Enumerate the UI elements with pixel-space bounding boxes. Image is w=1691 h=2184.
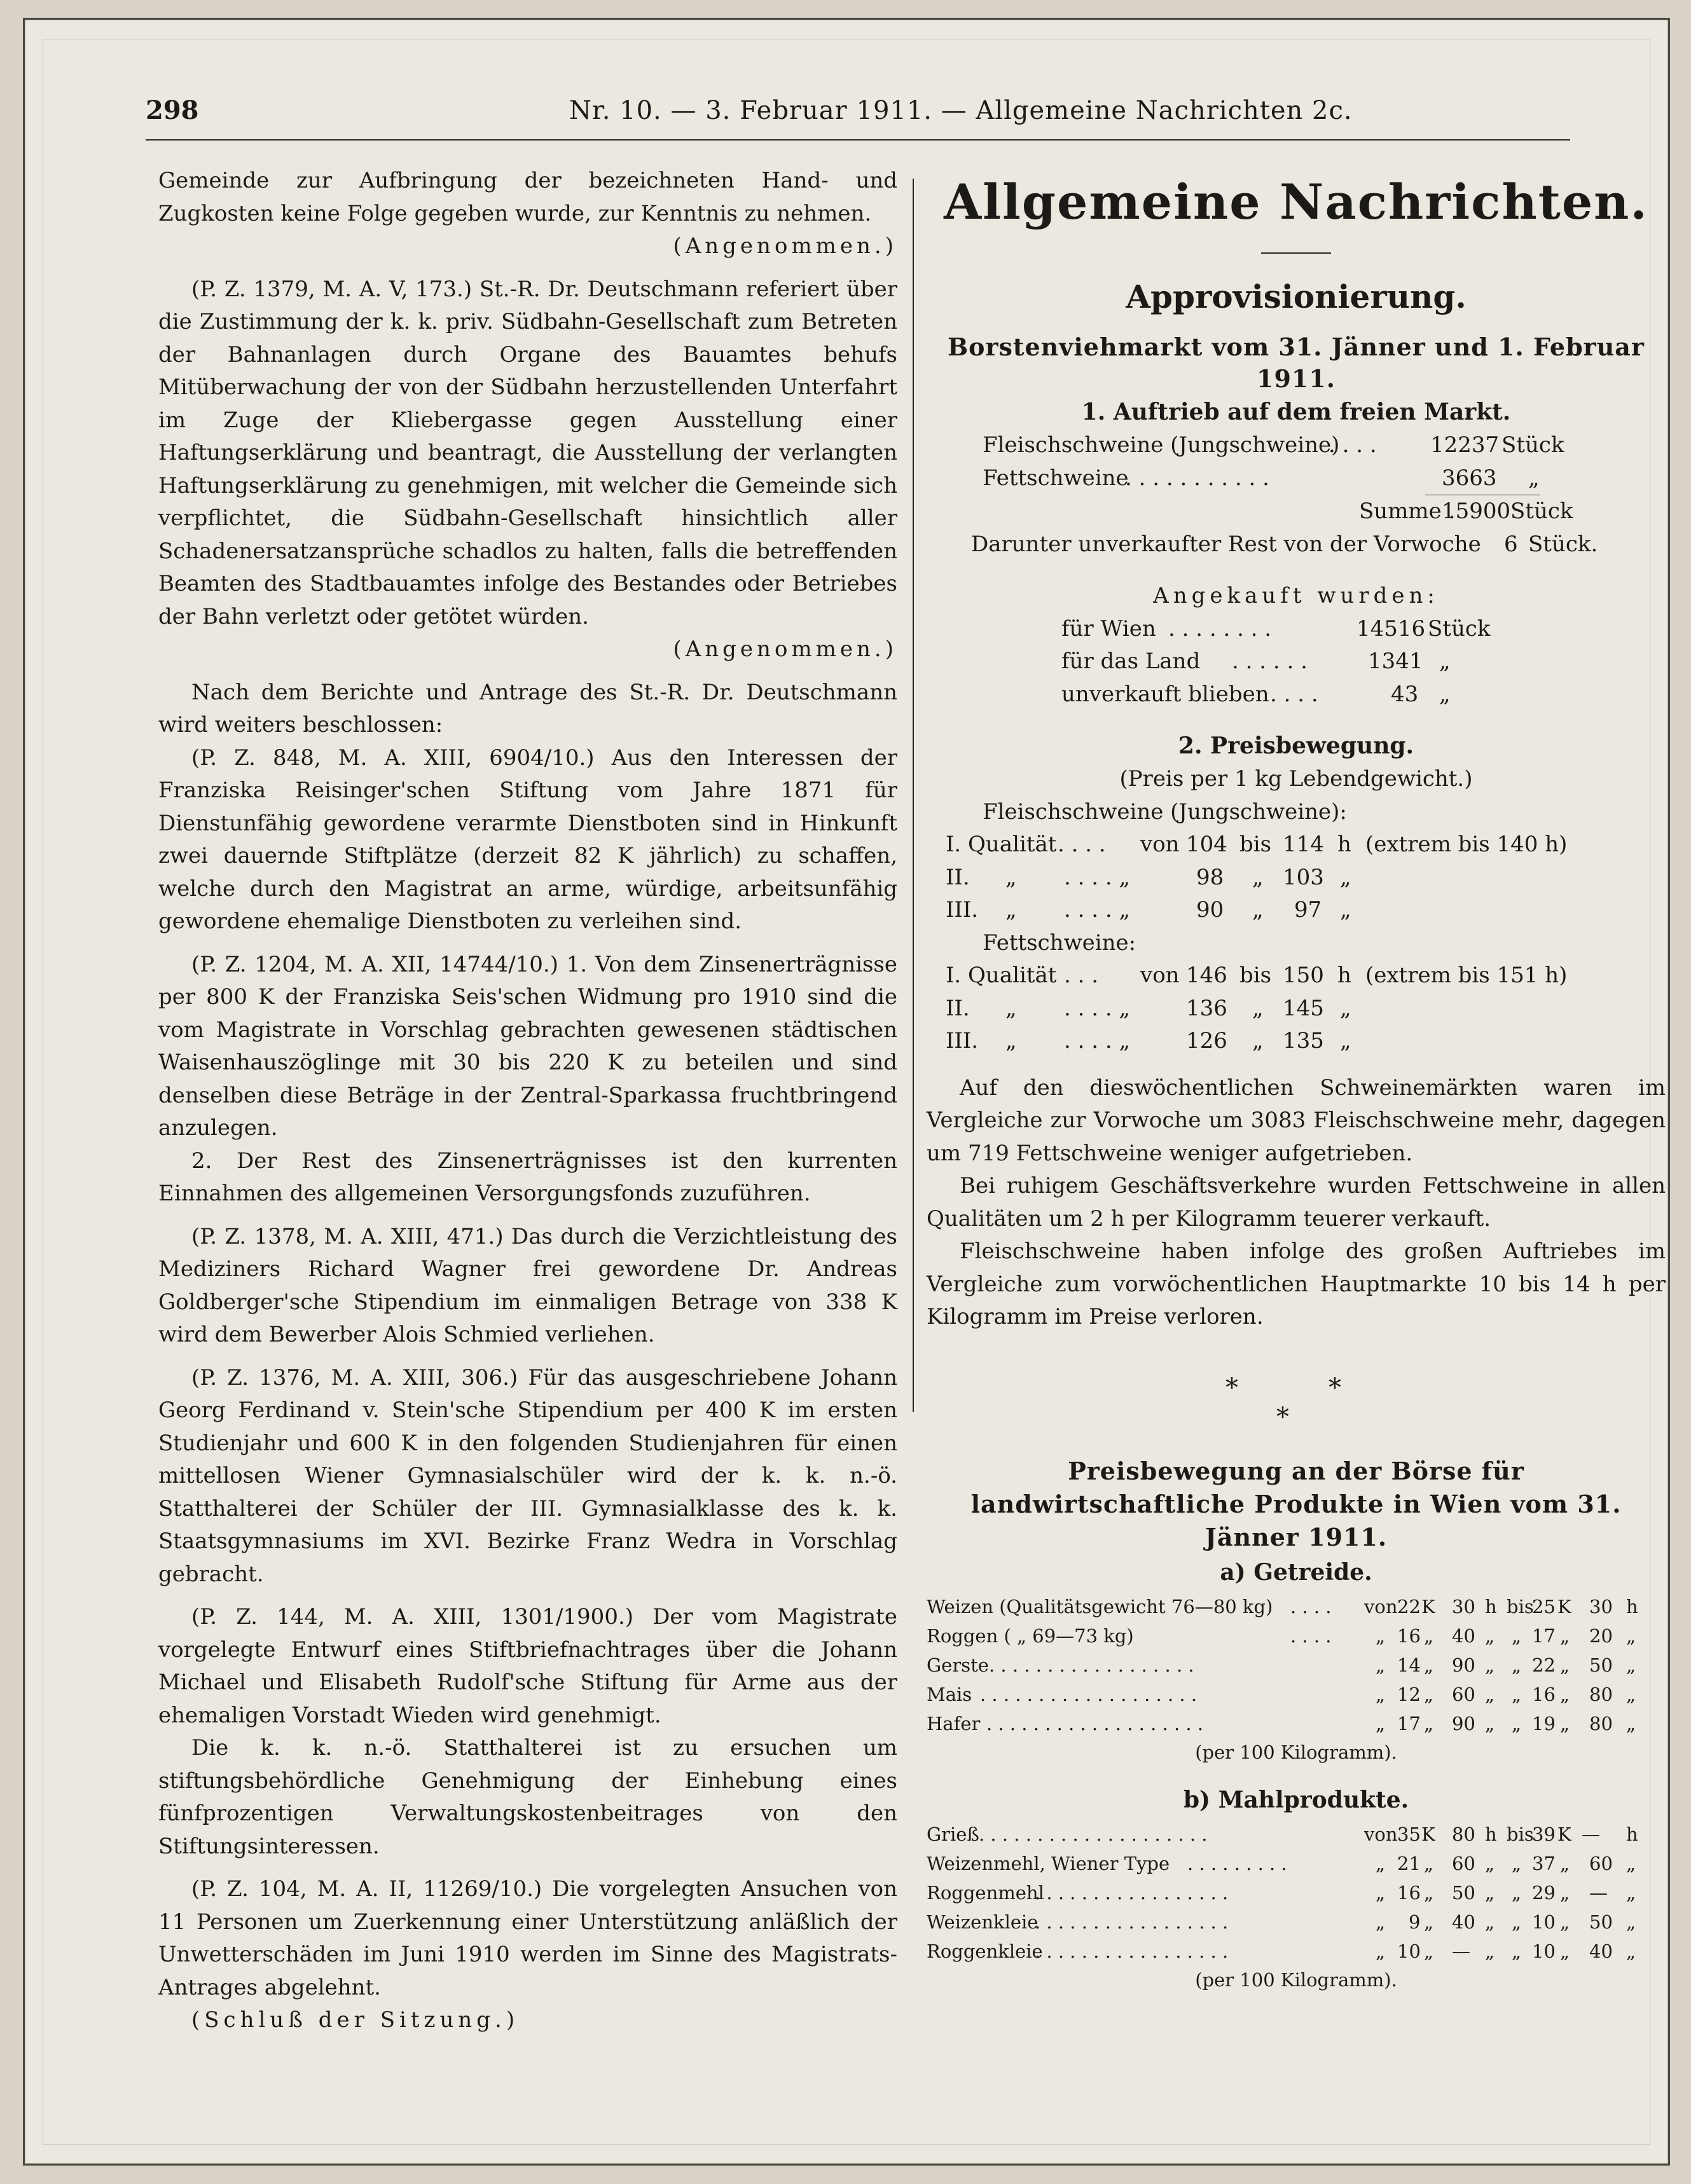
star: *: [1276, 1402, 1289, 1432]
k-unit: „: [1560, 1683, 1570, 1705]
row-value: 3663: [1442, 465, 1497, 491]
k-to: 39: [1532, 1823, 1556, 1845]
mahl-row: [927, 1848, 1666, 1877]
price-from: 126: [1186, 1028, 1227, 1054]
product-name: Roggen ( „ 69—73 kg): [927, 1624, 1134, 1647]
row-unit: „: [1439, 681, 1451, 707]
row-value: 1341: [1368, 649, 1423, 674]
mahl-row: [927, 1877, 1666, 1906]
h-from: 80: [1452, 1823, 1475, 1845]
h-unit: „: [1626, 1654, 1636, 1676]
mahl-row: [927, 1935, 1666, 1965]
getreide-caption: (per 100 Kilogramm).: [1195, 1741, 1397, 1763]
bis: „: [1252, 897, 1264, 923]
k-unit: „: [1424, 1940, 1434, 1962]
k-to: 10: [1532, 1911, 1556, 1933]
market-title: Borstenviehmarkt vom 31. Jänner und 1. Februar 1911.: [948, 333, 1645, 393]
rest-value: 6: [1504, 531, 1518, 557]
k-unit: „: [1560, 1940, 1570, 1962]
ditto: „: [1005, 995, 1017, 1021]
paragraph-stein-stipendium: (P. Z. 1376, M. A. XIII, 306.) Für das ausgeschriebene Johann Georg Ferdinand v. Stein'sche Stipendium per 400 K im ersten Studienjahr und 600 K in den folgenden Studienjahren für einen mittellosen Wiener Gymnasialschüler wird der k. k. n.-ö. Statthalterei der Schüler der III. Gymnasialklasse des k. k. Staatsgymnasiums im XVI. Bezirke Franz Wedra in Vorschlag gebracht.: [158, 1364, 897, 1587]
row-label: für das Land: [1061, 649, 1201, 674]
bis: „: [1512, 1654, 1522, 1676]
dots: . . . .: [1058, 832, 1106, 857]
paragraph-reisinger-stiftung: (P. Z. 848, M. A. XIII, 6904/10.) Aus den Interessen der Franziska Reisinger'schen Stiftung vom Jahre 1871 für Dienstunfähig gewordene verarmte Dienstboten sind in Hinkunft zwei dauernde Stiftplätze (derzeit 82 K jährlich) zu schaffen, welche durch den Magistrat an arme, würdige, arbeitsunfähig gewordene ehemalige Dienstboten zu verleihen sind.: [158, 745, 897, 934]
k-unit: „: [1424, 1654, 1434, 1676]
column-divider: [913, 179, 914, 1412]
von: „: [1376, 1852, 1386, 1874]
h-to: 80: [1589, 1712, 1613, 1734]
paragraph-goldberger-stipendium: (P. Z. 1378, M. A. XIII, 471.) Das durch die Verzichtleistung des Mediziners Richard Wagner frei gewordene Dr. Andreas Goldberger'sche Stipendium im einmaligen Betrage von 338 K wird dem Bewerber Alois Schmied verliehen.: [158, 1223, 897, 1347]
row-unit: „: [1439, 649, 1451, 674]
k-from: 35: [1397, 1823, 1421, 1845]
price-to: 114: [1283, 832, 1324, 857]
k-to: 29: [1532, 1881, 1556, 1904]
title-rule: [1261, 252, 1331, 254]
k-to: 25: [1532, 1595, 1556, 1617]
k-from: 10: [1397, 1940, 1421, 1962]
fleisch-label-row: [927, 796, 1666, 829]
k-from: 17: [1397, 1712, 1421, 1734]
dots: . . . . . . . . . . . . . . . . . .: [989, 1654, 1194, 1676]
dots: . . . . „: [1064, 897, 1131, 923]
price-row: [927, 894, 1666, 927]
h-to: —: [1582, 1823, 1600, 1845]
h-from: —: [1452, 1940, 1470, 1962]
bis: „: [1512, 1940, 1522, 1962]
k-unit: „: [1560, 1852, 1570, 1874]
product-name: Hafer: [927, 1712, 981, 1734]
bis: „: [1512, 1712, 1522, 1734]
row-dots: . . . .: [1270, 681, 1318, 707]
unit: „: [1340, 897, 1351, 923]
rest-unit: Stück.: [1528, 531, 1598, 557]
running-title: Nr. 10. — 3. Februar 1911. — Allgemeine Nachrichten 2c.: [569, 96, 1353, 125]
bis: „: [1512, 1881, 1522, 1904]
price-from: 136: [1186, 995, 1227, 1021]
h-to: 50: [1589, 1911, 1613, 1933]
row-label: für Wien: [1061, 615, 1156, 642]
dots: . . . . . . . . . . . . . . . . . . . .: [979, 1823, 1208, 1845]
mahl-row: [927, 1906, 1666, 1935]
h-from: 90: [1452, 1712, 1475, 1734]
dots: . . . . . . . . . . . . . . . . . . .: [986, 1712, 1204, 1734]
h-to: 80: [1589, 1683, 1613, 1705]
h-unit: h: [1626, 1595, 1638, 1617]
angekauft-row: [927, 678, 1666, 711]
getreide-row: [927, 1708, 1666, 1737]
quality: I. Qualität: [946, 963, 1057, 988]
price-from: 90: [1196, 897, 1224, 923]
bis: „: [1512, 1683, 1522, 1705]
extreme: (extrem bis 151 h): [1365, 963, 1568, 988]
mahl-row: [927, 1818, 1666, 1848]
h-unit: „: [1626, 1624, 1636, 1647]
star: *: [1329, 1373, 1341, 1403]
product-name: Weizenmehl, Wiener Type: [927, 1852, 1170, 1874]
accepted-note: (Angenommen.): [673, 636, 897, 662]
k-unit: „: [1560, 1712, 1570, 1734]
h-unit: „: [1485, 1624, 1495, 1647]
row-unit: Stück: [1501, 432, 1564, 458]
product-name: Mais: [927, 1683, 972, 1705]
bis: bis: [1507, 1823, 1534, 1845]
price-row: [927, 828, 1666, 862]
dots: . . . . . . . . . . . . . . . . .: [1035, 1940, 1229, 1962]
price-row: [927, 959, 1666, 992]
k-to: 16: [1532, 1683, 1556, 1705]
getreide-row: [927, 1649, 1666, 1679]
h-unit: „: [1485, 1712, 1495, 1734]
row-label: Fettschweine: [983, 465, 1129, 491]
market-paragraph: Auf den dieswöchentlichen Schweinemärkten waren im Vergleiche zur Vorwoche um 3083 Fleischschweine mehr, dagegen um 719 Fettschweine weniger aufgetrieben.: [927, 1075, 1666, 1166]
fett-label-row: [927, 927, 1666, 960]
getreide-row: [927, 1679, 1666, 1708]
product-name: Grieß: [927, 1823, 979, 1845]
k-unit: „: [1560, 1881, 1570, 1904]
dots: . . . . . . . . . . . . . . . . .: [1035, 1911, 1229, 1933]
fleisch-label: Fleischschweine (Jungschweine):: [983, 799, 1347, 825]
h-unit: h: [1485, 1823, 1497, 1845]
h-unit: „: [1626, 1881, 1636, 1904]
von: „: [1376, 1881, 1386, 1904]
paragraph-rudolf-stiftung: (P. Z. 144, M. A. XIII, 1301/1900.) Der vom Magistrate vorgelegte Entwurf eines Stiftbriefnachtrages über die Johann Michael und Elisabeth Rudolf'sche Stiftung für Arme aus der ehemaligen Vorstadt Wieden wird genehmigt.: [158, 1604, 897, 1728]
accepted-note: (Angenommen.): [673, 233, 897, 259]
unit: h: [1337, 963, 1351, 988]
market-paragraph: Bei ruhigem Geschäftsverkehre wurden Fettschweine in allen Qualitäten um 2 h per Kilogramm teuerer verkauft.: [927, 1173, 1666, 1232]
unit: „: [1340, 1028, 1351, 1054]
k-unit: „: [1424, 1852, 1434, 1874]
k-to: 22: [1532, 1654, 1556, 1676]
von: „: [1376, 1683, 1386, 1705]
h-from: 30: [1452, 1595, 1475, 1617]
dots: . . . . „: [1064, 1028, 1131, 1054]
exchange-title: Preisbewegung an der Börse für landwirtschaftliche Produkte in Wien vom 31. Jänner 1911.: [970, 1456, 1622, 1551]
price-to: 145: [1283, 995, 1324, 1021]
dots: . . . . . . . . . . . . . . . . . . .: [980, 1683, 1198, 1705]
quality: III.: [946, 1028, 979, 1054]
bis: bis: [1239, 832, 1272, 857]
price-to: 97: [1294, 897, 1322, 923]
k-unit: K: [1557, 1823, 1571, 1845]
rest-text: Darunter unverkaufter Rest von der Vorwoche: [971, 531, 1481, 557]
von: von: [1140, 832, 1180, 857]
fett-label: Fettschweine:: [983, 930, 1136, 956]
row-dots: . . . . . . . . . . .: [1125, 465, 1269, 491]
k-unit: „: [1560, 1654, 1570, 1676]
bis: „: [1512, 1911, 1522, 1933]
von: „: [1376, 1940, 1386, 1962]
dots: . . . .: [1290, 1624, 1332, 1647]
h-from: 60: [1452, 1852, 1475, 1874]
k-unit: K: [1421, 1595, 1435, 1617]
h-from: 90: [1452, 1654, 1475, 1676]
k-from: 14: [1397, 1654, 1421, 1676]
h-unit: „: [1626, 1712, 1636, 1734]
h-unit: „: [1626, 1683, 1636, 1705]
k-from: 9: [1409, 1911, 1421, 1933]
mahl-caption: (per 100 Kilogramm).: [1195, 1968, 1397, 1991]
h-unit: „: [1485, 1940, 1495, 1962]
product-name: Weizen (Qualitätsgewicht 76—80 kg): [927, 1595, 1273, 1617]
unit: h: [1337, 832, 1351, 857]
k-to: 37: [1532, 1852, 1556, 1874]
ditto: „: [1005, 1028, 1017, 1054]
subsection-title: Approvisionierung.: [1126, 278, 1467, 315]
row-dots: . . . . . .: [1232, 649, 1308, 674]
price-from: 98: [1196, 864, 1224, 890]
h-unit: h: [1626, 1823, 1638, 1845]
market-paragraph: Fleischschweine haben infolge des großen Auftriebes im Vergleiche zum vorwöchentlichen Hauptmarkte 10 bis 14 h per Kilogramm im Preise verloren.: [927, 1239, 1666, 1329]
k-from: 16: [1397, 1881, 1421, 1904]
getreide-row: [927, 1620, 1666, 1649]
von: „: [1376, 1911, 1386, 1933]
h-from: 60: [1452, 1683, 1475, 1705]
k-unit: „: [1560, 1911, 1570, 1933]
k-unit: „: [1424, 1881, 1434, 1904]
row-label: Fleischschweine (Jungschweine): [983, 432, 1340, 458]
paragraph-statthalterei: Die k. k. n.-ö. Statthalterei ist zu ersuchen um stiftungsbehördliche Genehmigung der Einhebung eines fünfprozentigen Verwaltungskostenbeitrages von den Stiftungsinteressen.: [158, 1735, 897, 1859]
angekauft-title: Angekauft wurden:: [1153, 583, 1439, 608]
dots: . . . . „: [1064, 995, 1131, 1021]
price-from: 104: [1186, 832, 1227, 857]
unit: „: [1340, 864, 1351, 890]
paragraph-hand-zugkosten: Gemeinde zur Aufbringung der bezeichneten Hand- und Zugkosten keine Folge gegeben wurde, zur Kenntnis zu nehmen.: [158, 168, 897, 226]
h-from: 50: [1452, 1881, 1475, 1904]
getreide-title: a) Getreide.: [1220, 1558, 1372, 1586]
von: von: [1140, 963, 1180, 988]
von: „: [1376, 1624, 1386, 1647]
price-row: [927, 992, 1666, 1026]
paragraph-zinsenertraegnis: 2. Der Rest des Zinsenerträgnisses ist den kurrenten Einnahmen des allgemeinen Versorgungsfonds zuzuführen.: [158, 1148, 897, 1206]
bis: „: [1252, 1028, 1264, 1054]
bis: bis: [1239, 963, 1272, 988]
von: von: [1364, 1823, 1398, 1845]
dots: . . . . . . . . . . . . . . . . .: [1035, 1881, 1229, 1904]
bis: „: [1252, 995, 1264, 1021]
rest-row: [927, 528, 1666, 561]
price-from: 146: [1186, 963, 1227, 988]
h-unit: „: [1626, 1940, 1636, 1962]
dots: . . . .: [1290, 1595, 1332, 1617]
ditto: „: [1005, 897, 1017, 923]
k-to: 19: [1532, 1712, 1556, 1734]
auftrieb-row: [927, 462, 1666, 495]
bis: „: [1252, 864, 1264, 890]
k-unit: „: [1424, 1712, 1434, 1734]
h-unit: „: [1626, 1911, 1636, 1933]
summe-row: [927, 495, 1666, 528]
summe-value: 15900: [1442, 498, 1511, 524]
getreide-row: [927, 1591, 1666, 1620]
row-dots: . . . . . . . .: [1168, 615, 1272, 642]
k-to: 17: [1532, 1624, 1556, 1647]
product-name: Gerste: [927, 1654, 989, 1676]
bis: „: [1512, 1852, 1522, 1874]
mahl-title: b) Mahlprodukte.: [1183, 1786, 1409, 1813]
bis: bis: [1507, 1595, 1534, 1617]
von: „: [1376, 1654, 1386, 1676]
h-to: 60: [1589, 1852, 1613, 1874]
h-unit: „: [1485, 1852, 1495, 1874]
h-to: —: [1589, 1881, 1608, 1904]
product-name: Roggenmehl: [927, 1881, 1044, 1904]
k-to: 10: [1532, 1940, 1556, 1962]
row-unit: Stück: [1428, 615, 1491, 642]
paragraph-suedbahn: (P. Z. 1379, M. A. V, 173.) St.-R. Dr. Deutschmann referiert über die Zustimmung der k. k. priv. Südbahn-Gesellschaft zum Betreten der Bahnanlagen durch Organe des Bauamtes behufs Mitüberwachung der von der Südbahn herzustellenden Unterfahrt im Zuge der Kliebergasse gegen Ausstellung einer Haftungserklärung und beantragt, die Ausstellung der verlangten Haftungserklärung zu genehmigen, mit welcher die Gemeinde sich verpflichtet, die Südbahn-Gesellschaft hinsichtlich aller Schadenersatzansprüche schadlos zu halten, falls die betreffenden Beamten des Stadtbauamtes infolge des Bestandes oder Betriebes der Bahn verletzt oder getötet würden.: [158, 276, 897, 629]
h-to: 50: [1589, 1654, 1613, 1676]
k-from: 21: [1397, 1852, 1421, 1874]
k-from: 16: [1397, 1624, 1421, 1647]
page-number: 298: [146, 95, 199, 125]
k-unit: „: [1424, 1624, 1434, 1647]
auftrieb-row: [927, 429, 1666, 462]
quality: III.: [946, 897, 979, 923]
price-to: 150: [1283, 963, 1324, 988]
row-value: 12237: [1430, 432, 1500, 458]
h-unit: „: [1485, 1683, 1495, 1705]
row-unit: „: [1528, 465, 1540, 491]
k-unit: „: [1424, 1911, 1434, 1933]
k-unit: K: [1421, 1823, 1435, 1845]
price-to: 135: [1283, 1028, 1324, 1054]
ditto: „: [1005, 864, 1017, 890]
dots: . . . . . . . . .: [1187, 1852, 1287, 1874]
section-separator: [927, 1366, 1666, 1436]
row-label: unverkauft blieben: [1061, 681, 1269, 707]
k-from: 22: [1397, 1595, 1421, 1617]
k-from: 12: [1397, 1683, 1421, 1705]
page-header: [146, 88, 1570, 133]
extreme: (extrem bis 140 h): [1365, 832, 1568, 857]
k-unit: „: [1560, 1624, 1570, 1647]
price-row: [927, 1025, 1666, 1058]
von: „: [1376, 1712, 1386, 1734]
preis-subtitle: (Preis per 1 kg Lebendgewicht.): [1119, 766, 1473, 792]
h-from: 40: [1452, 1911, 1475, 1933]
newspaper-page: [23, 18, 1670, 2166]
price-to: 103: [1283, 864, 1324, 890]
h-from: 40: [1452, 1624, 1475, 1647]
h-unit: „: [1626, 1852, 1636, 1874]
paragraph-unwetterschaeden: (P. Z. 104, M. A. II, 11269/10.) Die vorgelegten Ansuchen von 11 Personen um Zuerkennung einer Unterstützung anläßlich der Unwetterschäden im Juni 1910 werden im Sinne des Magistrats-Antrages abgelehnt.: [158, 1876, 897, 2000]
angekauft-row: [927, 613, 1666, 646]
row-dots: . . . .: [1329, 432, 1377, 458]
quality: I. Qualität: [946, 832, 1057, 857]
quality: II.: [946, 995, 970, 1021]
paragraph-deutschmann-intro: Nach dem Berichte und Antrage des St.-R. Dr. Deutschmann wird weiters beschlossen:: [158, 679, 897, 738]
product-name: Roggenkleie: [927, 1940, 1043, 1962]
h-to: 20: [1589, 1624, 1613, 1647]
h-to: 30: [1589, 1595, 1613, 1617]
angekauft-row: [927, 645, 1666, 678]
h-unit: h: [1485, 1595, 1497, 1617]
header-rule: [146, 139, 1570, 141]
row-value: 14516: [1356, 615, 1426, 642]
bis: „: [1512, 1624, 1522, 1647]
price-row: [927, 862, 1666, 895]
von: von: [1364, 1595, 1398, 1617]
unit: „: [1340, 995, 1351, 1021]
h-unit: „: [1485, 1911, 1495, 1933]
summe-label: Summe .: [1359, 498, 1456, 524]
preis-title: 2. Preisbewegung.: [1178, 732, 1414, 759]
h-to: 40: [1589, 1940, 1613, 1962]
section-title: Allgemeine Nachrichten.: [944, 174, 1648, 230]
right-column: [927, 165, 1666, 1995]
h-unit: „: [1485, 1654, 1495, 1676]
session-closing: (Schluß der Sitzung.): [191, 2007, 520, 2033]
k-unit: K: [1557, 1595, 1571, 1617]
summe-unit: Stück: [1510, 498, 1573, 524]
h-unit: „: [1485, 1881, 1495, 1904]
dots: . . .: [1064, 963, 1099, 988]
quality: II.: [946, 864, 970, 890]
left-column: [158, 165, 897, 2047]
paragraph-seis-widmung: (P. Z. 1204, M. A. XII, 14744/10.) 1. Von dem Zinsenerträgnisse per 800 K der Franziska Seis'schen Widmung pro 1910 sind die vom Magistrate in Vorschlag gebrachten gewesenen städtischen Waisenhauszöglinge mit 30 bis 220 K zu beteilen und sind denselben diese Beträge in der Zentral-Sparkassa fruchtbringend anzulegen.: [158, 951, 897, 1141]
dots: . . . . „: [1064, 864, 1131, 890]
row-value: 43: [1391, 681, 1419, 707]
k-unit: „: [1424, 1683, 1434, 1705]
auftrieb-title: 1. Auftrieb auf dem freien Markt.: [1081, 399, 1511, 425]
star: *: [1225, 1373, 1238, 1403]
product-name: Weizenkleie: [927, 1911, 1039, 1933]
